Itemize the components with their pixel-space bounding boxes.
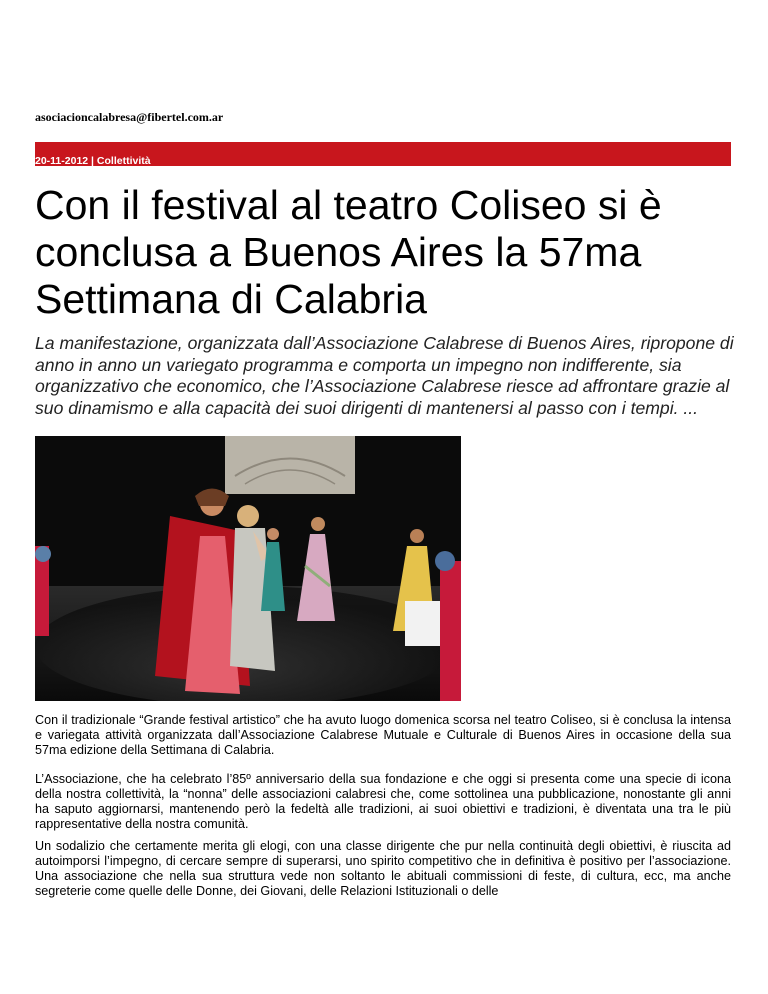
article-photo [35, 436, 461, 701]
meta-bar [35, 142, 731, 166]
article-title: Con il festival al teatro Coliseo si è conclusa a Buenos Aires la 57ma Settimana di Calabria [35, 182, 662, 322]
article-paragraph-3: Un sodalizio che certamente merita gli elogi, con una classe dirigente che pur nella continuità degli obiettivi, è riuscita ad autoimporsi l’impegno, di cercare sempre di superarsi, uno spirito competitivo che in definitiva è positivo per l’associazione. Una associazione che nella sua struttura vede non soltanto le abituali commissioni di feste, di cultura, ecc, ma anche segreterie come quelle delle Donne, dei Giovani, delle Relazioni Istituzionali o delle [35, 839, 731, 898]
article-lead: La manifestazione, organizzata dall’Associazione Calabrese di Buenos Aires, ripropone di anno in anno un variegato programma e comporta un impegno non indifferente, sia organizzativo che economico, che l’Associazione Calabrese riesce ad affrontare grazie al suo dinamismo e alla capacità dei suoi dirigenti di mantenersi al passo con i tempi. ... [35, 333, 734, 418]
contact-email: asociacioncalabresa@fibertel.com.ar [35, 110, 224, 124]
date-category-label[interactable]: 20-11-2012 | Collettività [35, 155, 151, 167]
article-paragraph-1: Con il tradizionale “Grande festival artistico” che ha avuto luogo domenica scorsa nel teatro Coliseo, si è conclusa la intensa e variegata attività organizzata dall’Associazione Calabrese Mutuale e Culturale di Buenos Aires in occasione della sua 57ma edizione della Settimana di Calabria. [35, 713, 731, 757]
stage-photo-illustration [35, 436, 461, 701]
article-paragraph-2: L’Associazione, che ha celebrato l’85º anniversario della sua fondazione e che oggi si presenta come una specie di icona della nostra collettività, la “nonna” delle associazioni calabresi che, come sottolinea una pubblicazione, nonostante gli anni ha saputo aggiornarsi, mantenendo però la fedeltà alle tradizioni, ai suoi obiettivi e tradizioni, è diventata una tra le più rappresentative della nostra comunità. [35, 772, 731, 831]
